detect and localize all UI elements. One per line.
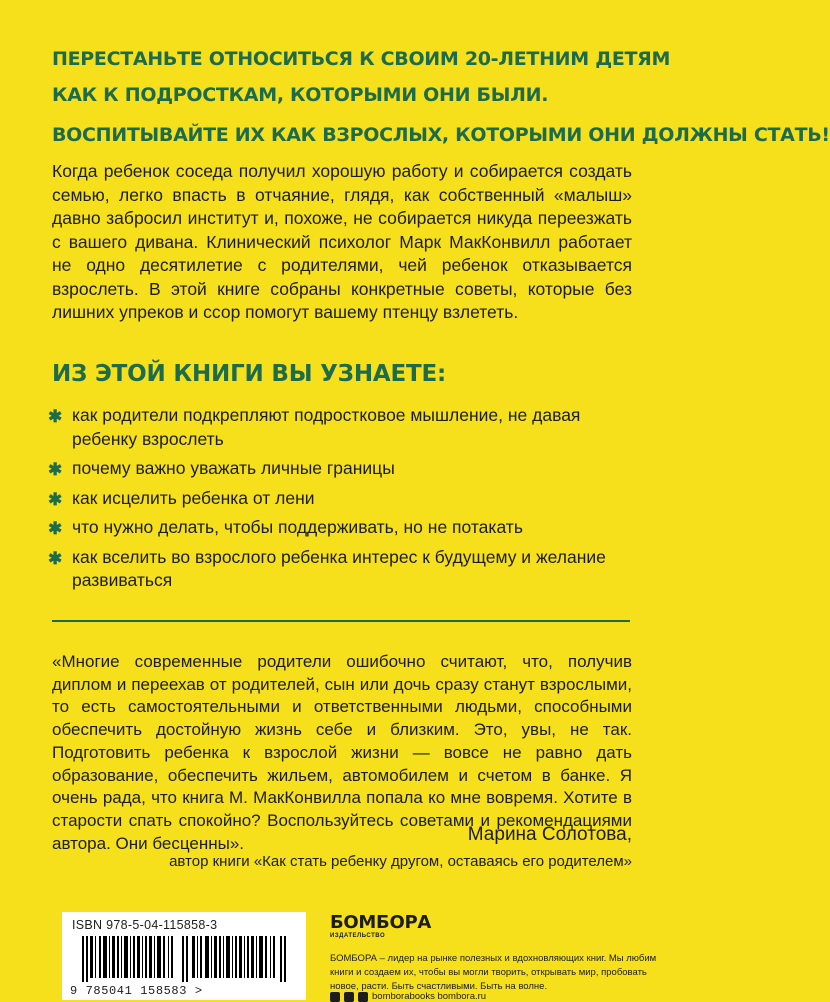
learn-section-title: ИЗ ЭТОЙ КНИГИ ВЫ УЗНАЕТЕ:	[52, 361, 446, 387]
section-divider	[52, 620, 630, 622]
list-item-text: что нужно делать, чтобы поддерживать, но не потакать	[72, 517, 523, 537]
list-item	[48, 404, 648, 451]
list-item	[48, 516, 648, 540]
social-icon	[358, 992, 368, 1002]
quote-author-description: автор книги «Как стать ребенку другом, оставаясь его родителем»	[169, 853, 632, 870]
barcode-digits: 9 785041 158583 >	[70, 984, 203, 998]
barcode-image	[82, 936, 288, 982]
list-item-text: как родители подкрепляют подростковое мышление, не давая ребенку взрослеть	[72, 405, 581, 449]
list-item-text: как исцелить ребенка от лени	[72, 487, 315, 508]
testimonial-quote: «Многие современные родители ошибочно считают, что, получив диплом и переехав от родителей, сын или дочь сразу станут взрослыми, то есть самостоятельными и ответственными людьми, способными обеспечить достойную жизнь себе и близким. Это, увы, не так. Подготовить ребенка к взрослой жизни — вовсе не равно дать образование, обеспечить жильем, автомобилем и счетом в банке. Я очень рада, что книга М. МакКонвилла попала ко мне вовремя. Хотите в старости спать спокойно? Воспользуйтесь советами и рекомендациями автора. Они бесценны».	[52, 652, 632, 853]
intro-paragraph: Когда ребенок соседа получил хорошую работу и собирается создать семью, легко впасть в отчаяние, глядя, как собственный «малыш» давно забросил институт и, похоже, не собирается никуда переезжать с вашего дивана. Клинический психолог Марк МакКонвилл работает не одно десятилетие с родителями, чей ребенок отказывается взрослеть. В этой книге собраны конкретные советы, которые без лишних упреков и ссор помогут вашему птенцу взлететь.	[52, 161, 632, 322]
publisher-social	[330, 991, 486, 1002]
publisher-name: БОМБОРА	[330, 912, 431, 933]
publisher-subtitle: ИЗДАТЕЛЬСТВО	[330, 933, 386, 939]
social-icon	[344, 992, 354, 1002]
headline-line-2: КАК К ПОДРОСТКАМ, КОТОРЫМИ ОНИ БЫЛИ.	[52, 84, 549, 106]
asterisk-icon: ✱	[48, 519, 63, 538]
list-item	[48, 546, 648, 593]
social-icon	[330, 992, 340, 1002]
asterisk-icon: ✱	[48, 489, 63, 509]
list-item-text: почему важно уважать личные границы	[72, 458, 395, 478]
publisher-logo	[330, 914, 431, 939]
asterisk-icon: ✱	[48, 548, 63, 568]
list-item	[48, 487, 648, 511]
publisher-description: БОМБОРА – лидер на рынке полезных и вдохновляющих книг. Мы любим книги и создаем их, чтобы вы могли творить, открывать мир, пробовать новое, расти. Быть счастливыми. Быть на волне.	[330, 953, 657, 992]
learn-list	[48, 404, 648, 599]
isbn-label: ISBN 978-5-04-115858-3	[72, 918, 218, 932]
headline-line-1: ПЕРЕСТАНЬТЕ ОТНОСИТЬСЯ К СВОИМ 20-ЛЕТНИМ ДЕТЯМ	[52, 48, 671, 70]
barcode-panel	[62, 912, 306, 1000]
list-item-text: как вселить во взрослого ребенка интерес к будущему и желание развиваться	[72, 546, 606, 590]
asterisk-icon: ✱	[48, 407, 63, 426]
list-item	[48, 457, 648, 481]
asterisk-icon: ✱	[48, 460, 63, 479]
headline-line-3: ВОСПИТЫВАЙТЕ ИХ КАК ВЗРОСЛЫХ, КОТОРЫМИ ОНИ ДОЛЖНЫ СТАТЬ!	[52, 124, 830, 146]
quote-author-name: Марина Солотова,	[467, 824, 632, 845]
publisher-social-text: bomborabooks bombora.ru	[372, 991, 487, 1002]
